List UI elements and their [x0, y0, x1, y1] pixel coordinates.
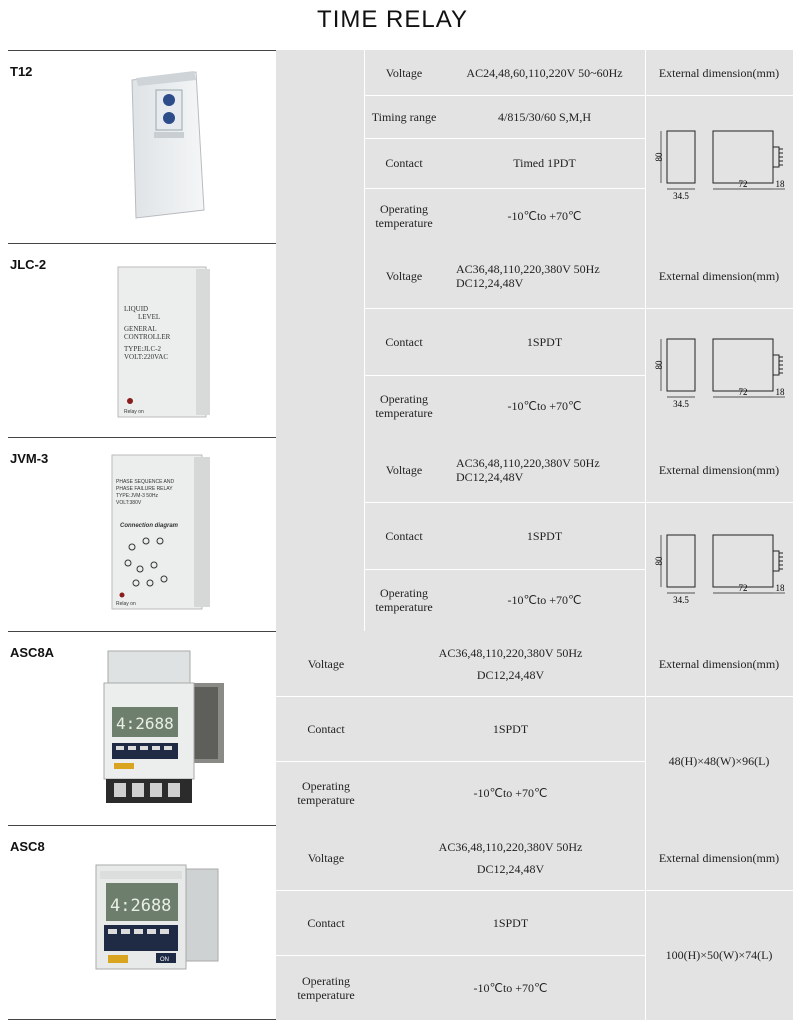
dimension-label: External dimension(mm) [658, 656, 780, 671]
temperature-value: -10℃to +70℃ [473, 980, 548, 995]
dimension-drawing [649, 125, 793, 205]
device-label-text: CONTROLLER [124, 333, 171, 341]
contact-label: Contact [385, 528, 423, 543]
contact-value: 1SPDT [492, 721, 529, 736]
product-section-t12 [8, 50, 793, 243]
dim-width: 34.5 [673, 595, 689, 605]
dim-length: 72 [738, 387, 748, 397]
contact-label: Contact [385, 334, 423, 349]
dim-length: 72 [738, 179, 748, 189]
section-rule [8, 243, 276, 244]
contact-value: 1SPDT [526, 528, 563, 543]
voltage-label: Voltage [307, 850, 345, 865]
model-name: ASC8A [10, 645, 55, 660]
voltage-value: AC24,48,60,110,220V 50~60Hz [466, 65, 623, 80]
dimension-label: External dimension(mm) [658, 65, 780, 80]
temperature-value: -10℃to +70℃ [507, 399, 582, 413]
device-label-text: Relay on [116, 601, 136, 607]
dimension-label: External dimension(mm) [658, 462, 780, 477]
voltage-ac: AC36,48,110,220,380V 50Hz [438, 645, 583, 660]
dimension-label: External dimension(mm) [658, 850, 780, 865]
on-button-label: ON [160, 957, 169, 963]
section-rule [8, 631, 276, 632]
model-name: JVM-3 [10, 451, 49, 466]
voltage-label: Voltage [307, 656, 345, 671]
dimension-value: 100(H)×50(W)×74(L) [665, 948, 773, 962]
dim-width: 34.5 [673, 191, 689, 201]
lcd-display: 4:2688 [110, 896, 172, 916]
dimension-drawing [649, 529, 793, 609]
product-photo-t12 [126, 70, 206, 225]
contact-label: Contact [307, 915, 345, 930]
temperature-label: Operating temperature [297, 973, 355, 1002]
product-section-jvm3 [8, 437, 793, 631]
voltage-dc: DC12,24,48V [476, 667, 545, 682]
product-photo-jvm3 [110, 451, 215, 618]
dim-width: 34.5 [673, 399, 689, 409]
voltage-label: Voltage [385, 462, 423, 477]
device-label-text: VOLT:380V [116, 500, 142, 506]
temperature-value: -10℃to +70℃ [507, 593, 582, 607]
model-name: JLC-2 [10, 257, 47, 272]
spec-table-jvm3 [276, 437, 793, 631]
section-rule [8, 825, 276, 826]
voltage-value [444, 437, 645, 502]
contact-label: Contact [307, 721, 345, 736]
device-label-text: LEVEL [138, 313, 161, 321]
dim-depth: 18 [775, 179, 785, 189]
spec-table-t12 [276, 50, 793, 243]
contact-value: 1SPDT [492, 915, 529, 930]
section-rule-bottom [8, 1019, 276, 1020]
device-label-text: Relay on [124, 409, 144, 415]
voltage-value [444, 243, 645, 308]
voltage-ac: AC36,48,110,220,380V 50Hz [456, 261, 600, 276]
spec-table-asc8a [276, 631, 793, 825]
product-section-asc8 [8, 825, 793, 1020]
product-photo-jlc2 [116, 263, 216, 430]
device-label-text: PHASE SEQUENCE AND [116, 479, 175, 485]
product-photo-asc8a [102, 647, 232, 810]
product-section-asc8a [8, 631, 793, 825]
voltage-value [376, 631, 645, 696]
dim-length: 72 [738, 583, 748, 593]
device-label-text: TYPE:JVM-3 50Hz [116, 493, 158, 499]
model-name: ASC8 [10, 839, 45, 854]
dim-depth: 18 [775, 583, 785, 593]
device-label-text: PHASE FAILURE RELAY [116, 486, 173, 492]
model-name: T12 [10, 64, 33, 79]
product-photo-asc8 [94, 863, 224, 980]
temperature-label: Operating temperature [375, 586, 433, 614]
dim-height: 80 [654, 152, 664, 162]
section-rule [8, 50, 276, 51]
dimension-value: 48(H)×48(W)×96(L) [668, 753, 770, 768]
product-section-jlc2 [8, 243, 793, 437]
dim-height: 80 [654, 556, 664, 566]
contact-value: Timed 1PDT [513, 156, 576, 170]
voltage-dc: DC12,24,48V [476, 861, 545, 876]
temperature-value: -10℃to +70℃ [507, 208, 582, 223]
temperature-label: Operating temperature [375, 392, 433, 420]
voltage-dc: DC12,24,48V [456, 469, 524, 484]
dimension-drawing [649, 333, 793, 413]
section-rule [8, 437, 276, 438]
page-title: TIME RELAY [317, 6, 468, 33]
device-label-text: GENERAL [124, 325, 157, 333]
timing-range-value: 4/815/30/60 S,M,H [497, 109, 591, 124]
device-label-text: Connection diagram [120, 523, 179, 529]
temperature-value: -10℃to +70℃ [473, 786, 548, 800]
spec-table-asc8 [276, 825, 793, 1020]
dim-height: 80 [654, 360, 664, 370]
device-label-text: TYPE:JLC-2 [124, 345, 161, 353]
voltage-value [376, 825, 645, 890]
contact-value: 1SPDT [526, 334, 563, 349]
lcd-display: 4:2688 [116, 714, 174, 733]
voltage-ac: AC36,48,110,220,380V 50Hz [438, 839, 583, 854]
voltage-label: Voltage [385, 268, 423, 283]
temperature-label: Operating temperature [297, 779, 355, 807]
contact-label: Contact [385, 156, 423, 170]
voltage-dc: DC12,24,48V [456, 275, 524, 290]
temperature-label: Operating temperature [375, 201, 433, 230]
voltage-label: Voltage [385, 65, 423, 80]
device-label-text: LIQUID [124, 305, 149, 313]
device-label-text: VOLT:220VAC [124, 353, 168, 361]
dimension-label: External dimension(mm) [658, 268, 780, 283]
voltage-ac: AC36,48,110,220,380V 50Hz [456, 455, 600, 470]
dim-depth: 18 [775, 387, 785, 397]
spec-table-jlc2 [276, 243, 793, 437]
timing-range-label: Timing range [371, 109, 437, 124]
